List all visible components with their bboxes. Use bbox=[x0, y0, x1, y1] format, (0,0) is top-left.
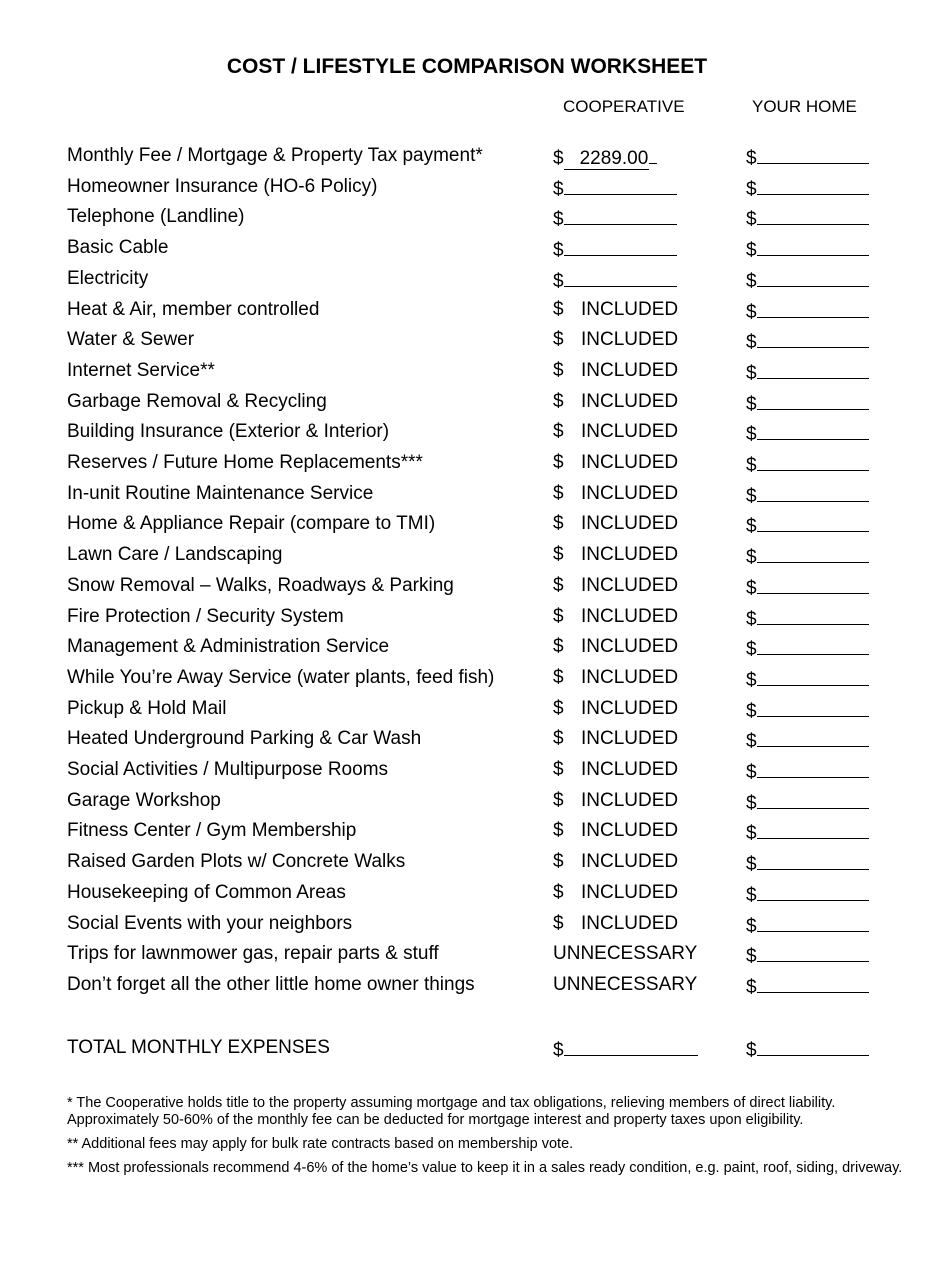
included-text: INCLUDED bbox=[581, 728, 679, 750]
expense-label: Trips for lawnmower gas, repair parts & stuff bbox=[67, 943, 439, 965]
total-your-home-blank[interactable] bbox=[757, 1037, 869, 1056]
currency-symbol: $ bbox=[746, 792, 757, 814]
cooperative-value bbox=[553, 299, 678, 321]
your-home-blank-field[interactable] bbox=[757, 145, 869, 164]
currency-symbol: $ bbox=[746, 270, 757, 292]
your-home-field[interactable] bbox=[746, 268, 869, 293]
included-text: INCLUDED bbox=[581, 452, 679, 473]
currency-symbol: $ bbox=[553, 574, 564, 596]
cooperative-value bbox=[553, 698, 678, 720]
your-home-blank-field[interactable] bbox=[757, 974, 869, 993]
expense-row bbox=[0, 391, 934, 421]
cooperative-blank-field[interactable] bbox=[564, 206, 677, 225]
your-home-field[interactable] bbox=[746, 483, 869, 508]
cooperative-value bbox=[553, 913, 678, 935]
expense-label: Housekeeping of Common Areas bbox=[67, 881, 346, 903]
underline-tail bbox=[649, 145, 657, 164]
currency-symbol: $ bbox=[553, 759, 564, 780]
currency-symbol: $ bbox=[553, 209, 564, 231]
your-home-field[interactable] bbox=[746, 237, 869, 262]
currency-symbol: $ bbox=[746, 700, 757, 722]
your-home-blank-field[interactable] bbox=[757, 913, 869, 932]
your-home-field[interactable] bbox=[746, 882, 869, 907]
your-home-blank-field[interactable] bbox=[757, 820, 869, 839]
included-text: INCLUDED bbox=[581, 390, 679, 412]
included-text: INCLUDED bbox=[581, 666, 679, 688]
expense-row bbox=[0, 421, 934, 451]
currency-symbol: $ bbox=[746, 301, 757, 323]
cooperative-value bbox=[553, 329, 678, 351]
currency-symbol: $ bbox=[553, 851, 564, 873]
your-home-field[interactable] bbox=[746, 329, 869, 354]
expense-row bbox=[0, 974, 934, 1004]
currency-symbol: $ bbox=[553, 359, 564, 381]
included-text: INCLUDED bbox=[581, 421, 679, 443]
expense-label: Telephone (Landline) bbox=[67, 206, 245, 228]
your-home-field[interactable] bbox=[746, 943, 869, 968]
your-home-blank-field[interactable] bbox=[757, 636, 869, 655]
currency-symbol: $ bbox=[553, 728, 564, 750]
your-home-blank-field[interactable] bbox=[757, 759, 869, 778]
your-home-blank-field[interactable] bbox=[757, 667, 869, 686]
monthly-fee-value[interactable]: 2289.00 bbox=[564, 148, 650, 170]
expense-label: Reserves / Future Home Replacements*** bbox=[67, 452, 423, 473]
expense-label: Don’t forget all the other little home owner things bbox=[67, 973, 475, 995]
currency-symbol: $ bbox=[746, 731, 757, 753]
your-home-field[interactable] bbox=[746, 974, 869, 999]
cooperative-value bbox=[553, 882, 678, 904]
expense-row bbox=[0, 851, 934, 881]
your-home-blank-field[interactable] bbox=[757, 575, 869, 594]
currency-symbol: $ bbox=[553, 178, 564, 200]
expense-label: Lawn Care / Landscaping bbox=[67, 544, 283, 566]
included-text: INCLUDED bbox=[581, 605, 679, 627]
currency-symbol: $ bbox=[746, 762, 757, 783]
expense-row bbox=[0, 790, 934, 820]
your-home-field[interactable] bbox=[746, 667, 869, 692]
currency-symbol: $ bbox=[553, 881, 564, 903]
currency-symbol: $ bbox=[746, 362, 757, 384]
currency-symbol: $ bbox=[746, 976, 757, 998]
expense-label: Pickup & Hold Mail bbox=[67, 697, 227, 719]
expense-row bbox=[0, 943, 934, 973]
expense-label: Heated Underground Parking & Car Wash bbox=[67, 728, 422, 750]
cooperative-value bbox=[553, 728, 678, 750]
expense-row bbox=[0, 728, 934, 758]
your-home-field[interactable] bbox=[746, 391, 869, 416]
expense-label: Home & Appliance Repair (compare to TMI) bbox=[67, 513, 436, 535]
cooperative-blank-field[interactable] bbox=[564, 176, 677, 195]
cooperative-value[interactable] bbox=[553, 145, 657, 170]
included-text: INCLUDED bbox=[581, 912, 679, 934]
your-home-blank-field[interactable] bbox=[757, 728, 869, 747]
included-text: INCLUDED bbox=[581, 329, 679, 351]
your-home-blank-field[interactable] bbox=[757, 851, 869, 870]
currency-symbol: $ bbox=[553, 240, 564, 262]
expense-label: Basic Cable bbox=[67, 237, 169, 259]
your-home-field[interactable] bbox=[746, 759, 869, 784]
cooperative-value[interactable] bbox=[553, 206, 677, 231]
your-home-blank-field[interactable] bbox=[757, 176, 869, 195]
included-text: INCLUDED bbox=[581, 881, 679, 903]
included-text: INCLUDED bbox=[581, 851, 679, 873]
your-home-field[interactable] bbox=[746, 606, 869, 631]
your-home-field[interactable] bbox=[746, 176, 869, 201]
included-text: INCLUDED bbox=[581, 789, 679, 811]
expense-label: Heat & Air, member controlled bbox=[67, 298, 320, 320]
currency-symbol: $ bbox=[746, 608, 757, 630]
expense-row bbox=[0, 636, 934, 666]
your-home-blank-field[interactable] bbox=[757, 206, 869, 225]
included-text: INCLUDED bbox=[581, 697, 679, 719]
currency-symbol: $ bbox=[746, 485, 757, 507]
your-home-blank-field[interactable] bbox=[757, 452, 869, 471]
footnote-2: ** Additional fees may apply for bulk rate contracts based on membership vote. bbox=[67, 1136, 574, 1152]
included-text: INCLUDED bbox=[581, 759, 679, 780]
included-text: INCLUDED bbox=[581, 636, 679, 658]
expense-row bbox=[0, 698, 934, 728]
your-home-field[interactable] bbox=[746, 360, 869, 385]
your-home-blank-field[interactable] bbox=[757, 237, 869, 256]
your-home-field[interactable] bbox=[746, 513, 869, 538]
included-text: INCLUDED bbox=[581, 574, 679, 596]
footnote-3: *** Most professionals recommend 4-6% of the home’s value to keep it in a sales ready condition, e.g. paint, roof, siding, driveway. bbox=[67, 1160, 903, 1176]
your-home-field[interactable] bbox=[746, 544, 869, 569]
currency-symbol: $ bbox=[553, 789, 564, 811]
expense-label: Management & Administration Service bbox=[67, 636, 390, 658]
total-row bbox=[0, 1037, 934, 1067]
cooperative-blank-field[interactable] bbox=[564, 268, 677, 287]
total-label: TOTAL MONTHLY EXPENSES bbox=[67, 1037, 330, 1058]
expense-row bbox=[0, 667, 934, 697]
currency-symbol: $ bbox=[746, 332, 757, 354]
expense-label: Monthly Fee / Mortgage & Property Tax payment* bbox=[67, 145, 483, 166]
cooperative-value bbox=[553, 483, 678, 505]
expense-row bbox=[0, 145, 934, 175]
included-text: INCLUDED bbox=[581, 513, 679, 535]
expense-label: Electricity bbox=[67, 267, 149, 289]
expense-row bbox=[0, 329, 934, 359]
currency-symbol: $ bbox=[746, 854, 757, 876]
currency-symbol: $ bbox=[553, 270, 564, 292]
footnotes bbox=[67, 1095, 912, 1177]
your-home-field[interactable] bbox=[746, 452, 869, 477]
your-home-blank-field[interactable] bbox=[757, 391, 869, 410]
currency-symbol: $ bbox=[553, 912, 564, 934]
your-home-field[interactable] bbox=[746, 851, 869, 876]
cooperative-value[interactable] bbox=[553, 268, 677, 293]
your-home-field[interactable] bbox=[746, 698, 869, 723]
expense-row bbox=[0, 176, 934, 206]
currency-symbol: $ bbox=[746, 424, 757, 446]
currency-symbol: $ bbox=[553, 605, 564, 627]
currency-symbol: $ bbox=[746, 946, 757, 968]
expense-label: Garbage Removal & Recycling bbox=[67, 390, 327, 412]
footnote-1: * The Cooperative holds title to the property assuming mortgage and tax obligations, relieving members of direct liability. Approximately 50-60% of the monthly fee can be deducted for mortgage interest and property taxes upon eligibility. bbox=[67, 1095, 836, 1128]
currency-symbol: $ bbox=[553, 298, 564, 320]
included-text: INCLUDED bbox=[581, 298, 679, 320]
expense-label: Fitness Center / Gym Membership bbox=[67, 820, 357, 842]
currency-symbol: $ bbox=[553, 544, 564, 566]
currency-symbol: $ bbox=[746, 884, 757, 906]
currency-symbol: $ bbox=[553, 482, 564, 504]
your-home-field[interactable] bbox=[746, 299, 869, 324]
cooperative-value bbox=[553, 575, 678, 597]
cooperative-value bbox=[553, 820, 678, 842]
column-header-cooperative: COOPERATIVE bbox=[563, 97, 685, 116]
currency-symbol: $ bbox=[553, 513, 564, 535]
currency-symbol: $ bbox=[553, 421, 564, 443]
expense-row bbox=[0, 237, 934, 267]
currency-symbol: $ bbox=[553, 820, 564, 842]
expense-row bbox=[0, 299, 934, 329]
cooperative-value[interactable] bbox=[553, 176, 677, 201]
currency-symbol: $ bbox=[746, 240, 757, 262]
currency-symbol: $ bbox=[746, 148, 757, 169]
your-home-blank-field[interactable] bbox=[757, 483, 869, 502]
your-home-blank-field[interactable] bbox=[757, 329, 869, 348]
your-home-field[interactable] bbox=[746, 575, 869, 600]
expense-label: Social Activities / Multipurpose Rooms bbox=[67, 759, 389, 780]
your-home-field[interactable] bbox=[746, 206, 869, 231]
currency-symbol: $ bbox=[553, 697, 564, 719]
expense-row bbox=[0, 606, 934, 636]
currency-symbol: $ bbox=[553, 1040, 564, 1061]
expense-label: Social Events with your neighbors bbox=[67, 912, 353, 934]
cooperative-value bbox=[553, 790, 678, 812]
currency-symbol: $ bbox=[746, 455, 757, 476]
expense-row bbox=[0, 360, 934, 390]
currency-symbol: $ bbox=[553, 390, 564, 412]
included-text: INCLUDED bbox=[581, 359, 679, 381]
your-home-blank-field[interactable] bbox=[757, 299, 869, 318]
currency-symbol: $ bbox=[553, 666, 564, 688]
expense-row bbox=[0, 882, 934, 912]
expense-row bbox=[0, 513, 934, 543]
expense-row bbox=[0, 820, 934, 850]
your-home-blank-field[interactable] bbox=[757, 943, 869, 962]
cooperative-value bbox=[553, 391, 678, 413]
expense-row bbox=[0, 544, 934, 574]
cooperative-value bbox=[553, 452, 678, 474]
expense-label: Garage Workshop bbox=[67, 789, 221, 811]
your-home-field[interactable] bbox=[746, 145, 869, 170]
expense-label: Water & Sewer bbox=[67, 329, 195, 351]
expense-label: Internet Service** bbox=[67, 359, 215, 381]
included-text: INCLUDED bbox=[581, 820, 679, 842]
expense-row bbox=[0, 452, 934, 482]
currency-symbol: $ bbox=[746, 393, 757, 415]
your-home-blank-field[interactable] bbox=[757, 513, 869, 532]
your-home-field[interactable] bbox=[746, 421, 869, 446]
cooperative-value bbox=[553, 513, 678, 535]
expense-row bbox=[0, 268, 934, 298]
expense-label: Homeowner Insurance (HO-6 Policy) bbox=[67, 175, 378, 197]
included-text: INCLUDED bbox=[581, 482, 679, 504]
total-cooperative-blank[interactable] bbox=[564, 1037, 698, 1056]
expense-label: Building Insurance (Exterior & Interior) bbox=[67, 421, 390, 443]
cooperative-value bbox=[553, 667, 678, 689]
your-home-blank-field[interactable] bbox=[757, 790, 869, 809]
currency-symbol: $ bbox=[746, 178, 757, 200]
cooperative-value: UNNECESSARY bbox=[553, 973, 698, 995]
currency-symbol: $ bbox=[553, 452, 564, 473]
currency-symbol: $ bbox=[746, 516, 757, 538]
your-home-field[interactable] bbox=[746, 636, 869, 661]
column-header-your-home: YOUR HOME bbox=[752, 97, 857, 116]
your-home-field[interactable] bbox=[746, 913, 869, 938]
cooperative-value bbox=[553, 606, 678, 628]
currency-symbol: $ bbox=[746, 577, 757, 599]
currency-symbol: $ bbox=[746, 669, 757, 691]
expense-label: While You’re Away Service (water plants, feed fish) bbox=[67, 666, 495, 688]
cooperative-value bbox=[553, 759, 678, 781]
included-text: INCLUDED bbox=[581, 544, 679, 566]
currency-symbol: $ bbox=[746, 547, 757, 569]
currency-symbol: $ bbox=[746, 639, 757, 661]
expense-label: Raised Garden Plots w/ Concrete Walks bbox=[67, 851, 406, 873]
cooperative-value bbox=[553, 851, 678, 873]
currency-symbol: $ bbox=[746, 823, 757, 845]
currency-symbol: $ bbox=[553, 329, 564, 351]
expense-label: Snow Removal – Walks, Roadways & Parking bbox=[67, 574, 454, 596]
worksheet-title: COST / LIFESTYLE COMPARISON WORKSHEET bbox=[226, 55, 708, 78]
cooperative-value bbox=[553, 636, 678, 658]
currency-symbol: $ bbox=[746, 915, 757, 937]
cooperative-value bbox=[553, 360, 678, 382]
total-your-home-field[interactable] bbox=[746, 1037, 869, 1062]
cooperative-blank-field[interactable] bbox=[564, 237, 677, 256]
total-cooperative-field[interactable] bbox=[553, 1037, 698, 1062]
currency-symbol: $ bbox=[746, 209, 757, 231]
expense-row bbox=[0, 483, 934, 513]
cooperative-value bbox=[553, 421, 678, 443]
cooperative-value[interactable] bbox=[553, 237, 677, 262]
your-home-blank-field[interactable] bbox=[757, 882, 869, 901]
your-home-field[interactable] bbox=[746, 728, 869, 753]
currency-symbol: $ bbox=[553, 636, 564, 658]
expense-row bbox=[0, 206, 934, 236]
your-home-blank-field[interactable] bbox=[757, 268, 869, 287]
expense-label: Fire Protection / Security System bbox=[67, 605, 344, 627]
expense-row bbox=[0, 913, 934, 943]
cooperative-value bbox=[553, 544, 678, 566]
expense-row bbox=[0, 759, 934, 789]
your-home-field[interactable] bbox=[746, 820, 869, 845]
your-home-field[interactable] bbox=[746, 790, 869, 815]
your-home-blank-field[interactable] bbox=[757, 421, 869, 440]
expense-row bbox=[0, 575, 934, 605]
cooperative-value: UNNECESSARY bbox=[553, 943, 698, 965]
your-home-blank-field[interactable] bbox=[757, 606, 869, 625]
your-home-blank-field[interactable] bbox=[757, 544, 869, 563]
expense-label: In-unit Routine Maintenance Service bbox=[67, 482, 374, 504]
currency-symbol: $ bbox=[553, 148, 564, 169]
your-home-blank-field[interactable] bbox=[757, 698, 869, 717]
your-home-blank-field[interactable] bbox=[757, 360, 869, 379]
currency-symbol: $ bbox=[746, 1040, 757, 1061]
